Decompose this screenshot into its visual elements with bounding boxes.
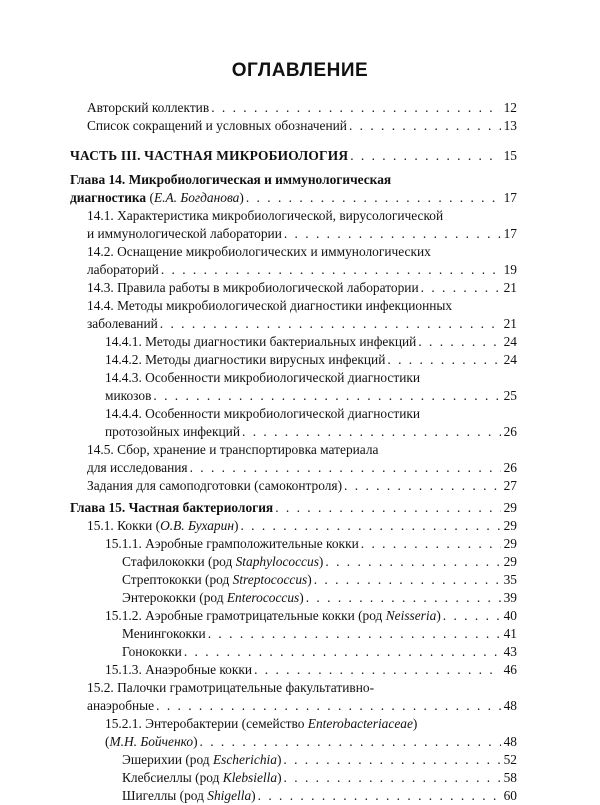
toc-genus: Enterococcus (226, 590, 300, 605)
toc-entry-text: ) (436, 608, 441, 623)
toc-page-number: 40 (503, 608, 517, 623)
toc-entry-text: 14.4.2. Методы диагностики вирусных инфекций (105, 352, 386, 367)
toc-page-number: 26 (503, 424, 517, 439)
toc-genus: Klebsiella (222, 770, 278, 785)
toc-entry-text: Авторский коллектив (87, 100, 210, 115)
toc-entry-text: Менингококки (122, 626, 206, 641)
toc-entry-text: Клебсиеллы (род (122, 770, 223, 785)
toc-entry-text: ) (299, 590, 304, 605)
toc-entry (87, 207, 517, 243)
toc-entry-text: ) (233, 518, 239, 533)
toc-entry-text: Глава 14. Микробиологическая и иммунологическая (70, 172, 392, 187)
toc-entry-text: Задания для самоподготовки (самоконтроля) (87, 478, 343, 493)
toc-page-number: 19 (503, 262, 517, 277)
leader-dots (153, 387, 501, 405)
toc-entry-text: Список сокращений и условных обозначений (87, 118, 347, 133)
toc-author: М.Н. Бойченко (109, 734, 194, 749)
toc-entry (105, 661, 517, 679)
leader-dots (160, 315, 501, 333)
leader-dots (314, 571, 501, 589)
toc-entry (105, 535, 517, 553)
leader-dots (208, 625, 501, 643)
toc-entry-text: микозов (105, 388, 152, 403)
toc-page-number: 29 (503, 500, 517, 515)
toc-entry-text: 14.4.3. Особенности микробиологической диагностики (105, 370, 421, 385)
toc-entry (105, 351, 517, 369)
toc-entry (122, 625, 517, 643)
toc-entry-text: 14.5. Сбор, хранение и транспортировка материала (87, 442, 379, 457)
toc-entry-text: 15.1.1. Аэробные грамположительные кокки (105, 536, 359, 551)
toc-part-heading (70, 147, 517, 165)
toc-entry-text: ) (277, 770, 282, 785)
toc-page-number: 41 (503, 626, 517, 641)
toc-entry (105, 405, 517, 441)
toc-entry-text: анаэробные (87, 698, 155, 713)
toc-entry-text: Стрептококки (род (122, 572, 233, 587)
leader-dots (254, 661, 501, 679)
leader-dots (349, 117, 501, 135)
toc-entry (122, 643, 517, 661)
leader-dots (421, 279, 501, 297)
toc-entry-text: 15.2.1. Энтеробактерии (семейство (105, 716, 308, 731)
toc-entry (122, 751, 517, 769)
toc-author: Е.А. Богданова (153, 190, 240, 205)
toc-entry-text: ) (318, 554, 324, 569)
toc-entry (87, 679, 517, 715)
toc-page-number: 46 (503, 662, 517, 677)
toc-entry-text: и иммунологической лаборатории (87, 226, 282, 241)
toc-genus: Shigella (207, 788, 252, 803)
toc-genus: Neisseria (385, 608, 437, 623)
toc-entry (105, 369, 517, 405)
toc-entry (87, 441, 517, 477)
toc-entry-text: для исследования (87, 460, 188, 475)
toc-chapter-heading: Глава 14. Микробиологическая и иммунологическая диагностика (Е.А. Богданова) . . . 17 (70, 171, 517, 207)
toc-page-number: 12 (503, 100, 517, 115)
leader-dots (184, 643, 501, 661)
toc-entry-text: 14.4.4. Особенности микробиологической диагностики (105, 406, 421, 421)
toc-entry-text: 14.4.1. Методы диагностики бактериальных инфекций (105, 334, 417, 349)
toc-page-number: 21 (503, 316, 517, 331)
toc-entry-text: заболеваний (87, 316, 158, 331)
leader-dots (283, 751, 501, 769)
toc-entry-text: ЧАСТЬ III. ЧАСТНАЯ МИКРОБИОЛОГИЯ (70, 148, 349, 163)
toc-entry-text: 14.4. Методы микробиологической диагностики инфекционных (87, 298, 453, 313)
leader-dots (275, 499, 501, 517)
leader-dots (161, 261, 501, 279)
toc-page-number: 17 (503, 226, 517, 241)
leader-dots (190, 459, 501, 477)
toc-entry (87, 117, 517, 135)
toc-entry-text: Стафилококки (род (122, 554, 236, 569)
toc-entry (87, 297, 517, 333)
toc-entry-text: Шигеллы (род (122, 788, 208, 803)
toc-entry (87, 279, 517, 297)
toc-entry (122, 589, 517, 607)
leader-dots (240, 517, 501, 535)
toc-entry-text: Гонококки (122, 644, 182, 659)
leader-dots (258, 787, 501, 805)
leader-dots (306, 589, 501, 607)
toc-page-number: 43 (503, 644, 517, 659)
toc-entry (105, 607, 517, 625)
toc-page-number: 27 (503, 478, 517, 493)
toc-entry-text: ( (105, 734, 110, 749)
leader-dots (387, 351, 501, 369)
toc-entry (87, 99, 517, 117)
page-title: ОГЛАВЛЕНИЕ (231, 60, 369, 81)
leader-dots (284, 769, 501, 787)
toc-genus: Staphylococcus (235, 554, 319, 569)
toc-page-number: 15 (503, 148, 517, 163)
leader-dots (361, 535, 501, 553)
leader-dots (325, 553, 501, 571)
toc-entry-text: 15.1.2. Аэробные грамотрицательные кокки (род (105, 608, 386, 623)
toc-entry (122, 553, 517, 571)
toc-entry (87, 517, 517, 535)
toc-entry (122, 571, 517, 589)
toc-entry-text: Энтерококки (род (122, 590, 227, 605)
toc-page-number: 60 (503, 788, 517, 803)
toc-chapter-heading (70, 499, 517, 517)
toc-page-number: 29 (503, 518, 517, 533)
leader-dots (156, 697, 501, 715)
toc-page-number: 26 (503, 460, 517, 475)
toc-page-number: 48 (503, 734, 517, 749)
toc-entry (105, 715, 517, 751)
toc-entry (122, 787, 517, 805)
toc-entry-text: 15.1. Кокки ( (87, 518, 161, 533)
toc-author: О.В. Бухарин (160, 518, 234, 533)
toc-entry-text: 14.2. Оснащение микробиологических и иммунологических (87, 244, 431, 259)
leader-dots (200, 733, 501, 751)
toc-genus: Enterobacteriaceae (307, 716, 413, 731)
leader-dots (443, 607, 501, 625)
toc-entry-text: ) (307, 572, 312, 587)
toc-page-number: 52 (503, 752, 517, 767)
toc-page-number: 13 (503, 118, 517, 133)
toc-entry-text: 15.2. Палочки грамотрицательные факультативно- (87, 680, 375, 695)
toc-page-number: 29 (503, 536, 517, 551)
toc-entry-text: ) (251, 788, 256, 803)
toc-page-number: 24 (503, 334, 517, 349)
toc-entry-text: ) (412, 716, 418, 731)
toc-page-number: 17 (503, 190, 517, 205)
toc-entry-text: ) (193, 734, 198, 749)
toc-entry (105, 333, 517, 351)
toc-entry (87, 243, 517, 279)
toc-page-number: 21 (503, 280, 517, 295)
toc-entry-text: 14.3. Правила работы в микробиологической лаборатории (87, 280, 419, 295)
leader-dots (284, 225, 501, 243)
toc-genus: Streptococcus (232, 572, 308, 587)
toc-entry-text: Глава 15. Частная бактериология (70, 500, 274, 515)
toc-entry-text: 15.1.3. Анаэробные кокки (105, 662, 253, 677)
leader-dots (211, 99, 501, 117)
toc-genus: Escherichia (212, 752, 277, 767)
toc-page-number: 48 (503, 698, 517, 713)
toc-page-number: 29 (503, 554, 517, 569)
toc-entry-text: диагностика (70, 190, 147, 205)
toc-page-number: 39 (503, 590, 517, 605)
toc-page-number: 58 (503, 770, 517, 785)
toc-entry-text: протозойных инфекций (105, 424, 240, 439)
leader-dots (418, 333, 501, 351)
toc-entry-text: ) (276, 752, 282, 767)
toc-entry (87, 477, 517, 495)
leader-dots (344, 477, 501, 495)
toc-entry-text: Эшерихии (род (122, 752, 213, 767)
toc-page-number: 35 (503, 572, 517, 587)
toc-page-number: 24 (503, 352, 517, 367)
toc-entry (122, 769, 517, 787)
leader-dots (246, 189, 501, 207)
leader-dots (242, 423, 501, 441)
toc-entry-text: лабораторий (87, 262, 159, 277)
toc-page-number: 25 (503, 388, 517, 403)
toc-entry-text: 14.1. Характеристика микробиологической, вирусологической (87, 208, 444, 223)
leader-dots (350, 147, 501, 165)
